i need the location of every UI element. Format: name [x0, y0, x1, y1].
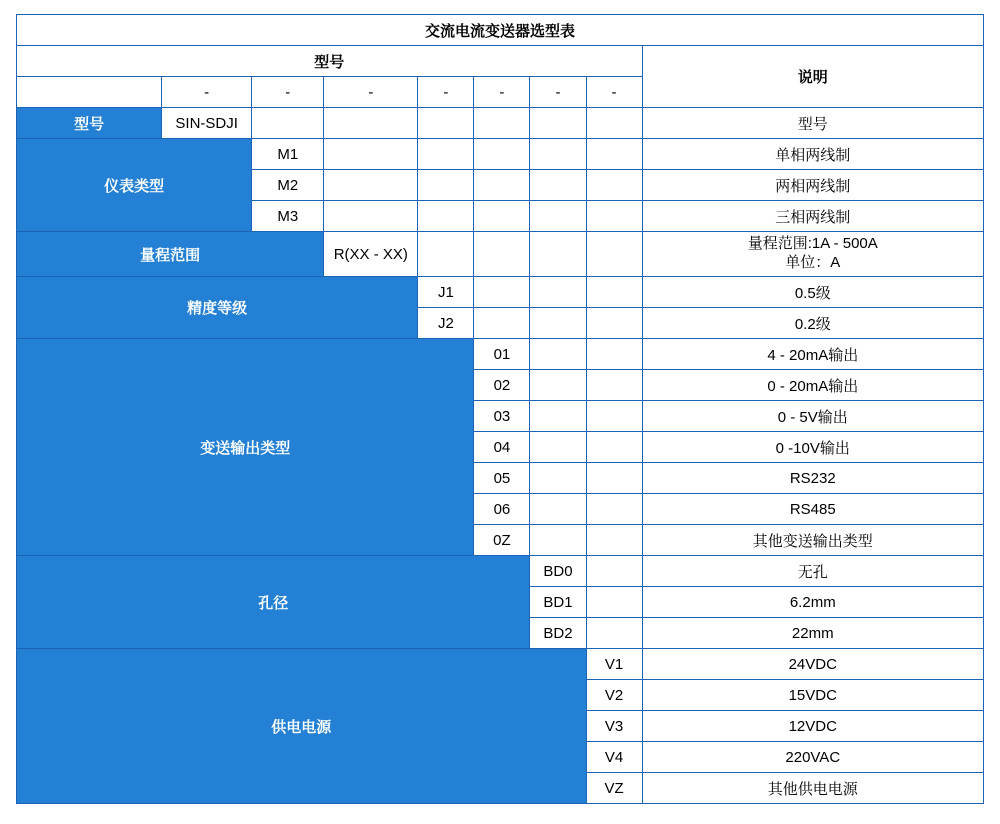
range-spacer-4 — [418, 232, 474, 277]
output-desc-3: 0 - 5V输出 — [642, 401, 983, 432]
table-row-power-1 — [17, 649, 984, 680]
output-spacer-6c — [530, 401, 586, 432]
dash-cell-1: - — [162, 77, 252, 108]
power-code-1: V1 — [586, 649, 642, 680]
range-spacer-5 — [474, 232, 530, 277]
row-label-output-type: 变送输出类型 — [17, 339, 474, 556]
model-spacer-7 — [586, 108, 642, 139]
meter-type-spacer-5c — [474, 201, 530, 232]
meter-type-spacer-5b — [474, 170, 530, 201]
meter-type-code-1: M1 — [252, 139, 324, 170]
meter-type-code-2: M2 — [252, 170, 324, 201]
model-group-header: 型号 — [17, 46, 643, 77]
dash-cell-5: - — [474, 77, 530, 108]
row-label-model: 型号 — [17, 108, 162, 139]
table-row-range — [17, 232, 984, 277]
range-spacer-6 — [530, 232, 586, 277]
output-desc-1: 4 - 20mA输出 — [642, 339, 983, 370]
meter-type-desc-3: 三相两线制 — [642, 201, 983, 232]
meter-type-spacer-4b — [418, 170, 474, 201]
accuracy-spacer-7a — [586, 277, 642, 308]
meter-type-spacer-3a — [324, 139, 418, 170]
meter-type-spacer-4a — [418, 139, 474, 170]
aperture-code-1: BD0 — [530, 556, 586, 587]
model-spacer-3 — [324, 108, 418, 139]
meter-type-spacer-6a — [530, 139, 586, 170]
power-code-3: V3 — [586, 711, 642, 742]
power-desc-1: 24VDC — [642, 649, 983, 680]
output-code-1: 01 — [474, 339, 530, 370]
dash-cell-3: - — [324, 77, 418, 108]
power-code-5: VZ — [586, 773, 642, 804]
model-spacer-4 — [418, 108, 474, 139]
output-spacer-7e — [586, 463, 642, 494]
meter-type-code-3: M3 — [252, 201, 324, 232]
table-row-header-group — [17, 46, 984, 77]
meter-type-spacer-6b — [530, 170, 586, 201]
range-description-line1: 量程范围:1A - 500A — [747, 235, 878, 253]
ac-current-transducer-selection-table — [16, 14, 984, 804]
accuracy-desc-1: 0.5级 — [642, 277, 983, 308]
table-row-meter-type-1 — [17, 139, 984, 170]
table-row-title — [17, 15, 984, 46]
page-title: 交流电流变送器选型表 — [17, 15, 984, 46]
meter-type-spacer-6c — [530, 201, 586, 232]
aperture-desc-1: 无孔 — [642, 556, 983, 587]
row-label-aperture: 孔径 — [17, 556, 530, 649]
meter-type-desc-2: 两相两线制 — [642, 170, 983, 201]
output-desc-2: 0 - 20mA输出 — [642, 370, 983, 401]
row-label-accuracy: 精度等级 — [17, 277, 418, 339]
model-code: SIN-SDJI — [162, 108, 252, 139]
accuracy-spacer-6a — [530, 277, 586, 308]
range-code: R(XX - XX) — [324, 232, 418, 277]
output-code-4: 04 — [474, 432, 530, 463]
accuracy-spacer-5b — [474, 308, 530, 339]
output-desc-7: 其他变送输出类型 — [642, 525, 983, 556]
output-code-2: 02 — [474, 370, 530, 401]
output-spacer-6e — [530, 463, 586, 494]
meter-type-spacer-7c — [586, 201, 642, 232]
output-code-5: 05 — [474, 463, 530, 494]
output-spacer-7c — [586, 401, 642, 432]
dash-cell-2: - — [252, 77, 324, 108]
power-desc-5: 其他供电电源 — [642, 773, 983, 804]
aperture-code-2: BD1 — [530, 587, 586, 618]
row-label-range: 量程范围 — [17, 232, 324, 277]
meter-type-spacer-7a — [586, 139, 642, 170]
accuracy-desc-2: 0.2级 — [642, 308, 983, 339]
meter-type-spacer-4c — [418, 201, 474, 232]
output-spacer-7g — [586, 525, 642, 556]
output-spacer-7d — [586, 432, 642, 463]
model-description: 型号 — [642, 108, 983, 139]
aperture-spacer-7a — [586, 556, 642, 587]
aperture-spacer-7c — [586, 618, 642, 649]
dash-cell-7: - — [586, 77, 642, 108]
power-code-2: V2 — [586, 680, 642, 711]
range-description — [642, 232, 983, 277]
row-label-meter-type: 仪表类型 — [17, 139, 252, 232]
meter-type-spacer-3b — [324, 170, 418, 201]
accuracy-spacer-6b — [530, 308, 586, 339]
power-desc-4: 220VAC — [642, 742, 983, 773]
range-spacer-7 — [586, 232, 642, 277]
meter-type-desc-1: 单相两线制 — [642, 139, 983, 170]
output-spacer-7a — [586, 339, 642, 370]
output-spacer-6g — [530, 525, 586, 556]
dash-cell-6: - — [530, 77, 586, 108]
table-row-aperture-1 — [17, 556, 984, 587]
aperture-desc-3: 22mm — [642, 618, 983, 649]
output-desc-6: RS485 — [642, 494, 983, 525]
meter-type-spacer-7b — [586, 170, 642, 201]
output-code-3: 03 — [474, 401, 530, 432]
accuracy-spacer-7b — [586, 308, 642, 339]
aperture-spacer-7b — [586, 587, 642, 618]
aperture-code-3: BD2 — [530, 618, 586, 649]
aperture-desc-2: 6.2mm — [642, 587, 983, 618]
accuracy-spacer-5a — [474, 277, 530, 308]
description-header: 说明 — [642, 46, 983, 108]
table-row-model — [17, 108, 984, 139]
output-code-7: 0Z — [474, 525, 530, 556]
output-spacer-6a — [530, 339, 586, 370]
model-spacer-6 — [530, 108, 586, 139]
meter-type-spacer-3c — [324, 201, 418, 232]
table-row-accuracy-1 — [17, 277, 984, 308]
output-desc-5: RS232 — [642, 463, 983, 494]
output-code-6: 06 — [474, 494, 530, 525]
power-desc-2: 15VDC — [642, 680, 983, 711]
range-description-line2: 单位：A — [785, 254, 841, 271]
table-row-output-1 — [17, 339, 984, 370]
output-spacer-6f — [530, 494, 586, 525]
output-spacer-7f — [586, 494, 642, 525]
meter-type-spacer-5a — [474, 139, 530, 170]
output-spacer-6b — [530, 370, 586, 401]
power-desc-3: 12VDC — [642, 711, 983, 742]
output-desc-4: 0 -10V输出 — [642, 432, 983, 463]
model-spacer-2 — [252, 108, 324, 139]
row-label-power-supply: 供电电源 — [17, 649, 587, 804]
dash-cell-4: - — [418, 77, 474, 108]
output-spacer-7b — [586, 370, 642, 401]
accuracy-code-1: J1 — [418, 277, 474, 308]
dash-cell-0 — [17, 77, 162, 108]
model-spacer-5 — [474, 108, 530, 139]
power-code-4: V4 — [586, 742, 642, 773]
accuracy-code-2: J2 — [418, 308, 474, 339]
output-spacer-6d — [530, 432, 586, 463]
